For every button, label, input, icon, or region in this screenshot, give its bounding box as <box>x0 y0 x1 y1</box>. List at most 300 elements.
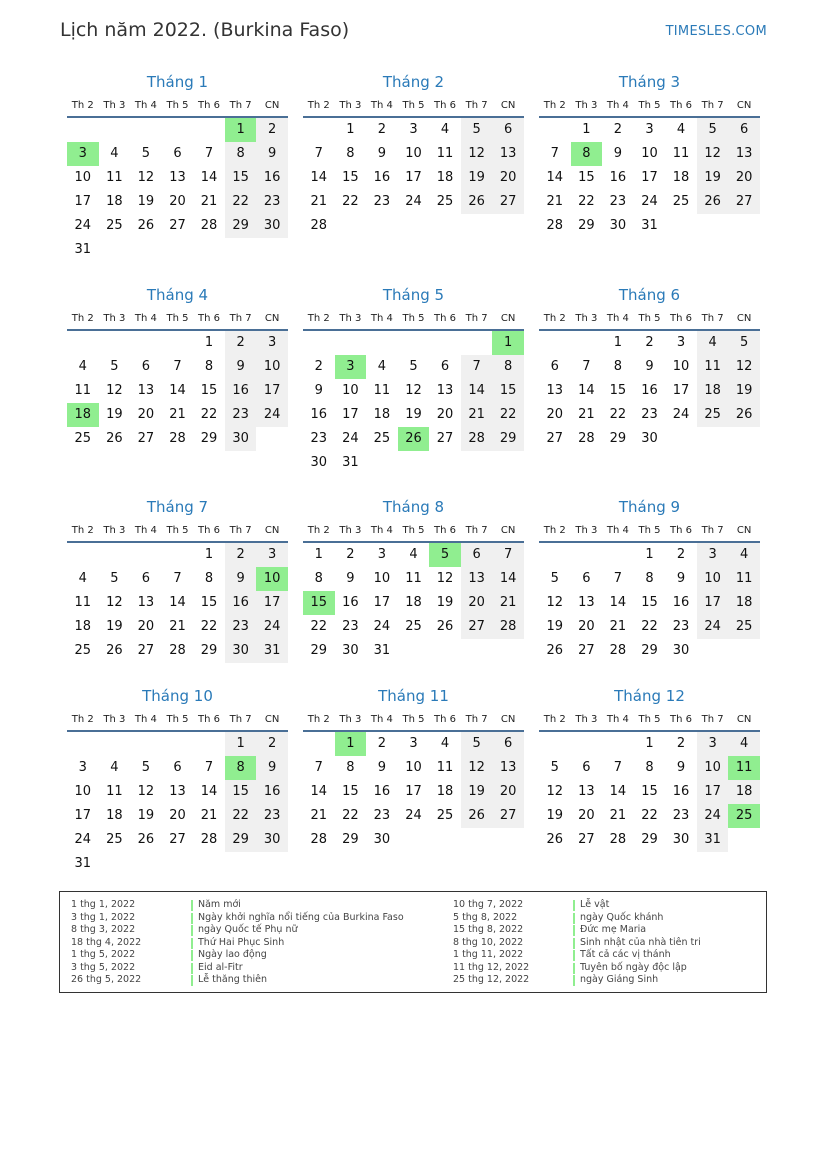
weekday-header <box>67 712 288 732</box>
day-cell: 31 <box>74 856 92 871</box>
day-cell: 6 <box>141 571 151 586</box>
day-cell: 14 <box>461 379 493 403</box>
holiday-name: ngày Giáng Sinh <box>580 974 659 985</box>
day-cell: 27 <box>137 431 155 446</box>
month-name: Tháng 3 <box>618 73 681 91</box>
day-cell: 19 <box>461 780 493 804</box>
day-cell: 17 <box>697 780 729 804</box>
holiday-date: 11 thg 12, 2022 <box>453 961 530 973</box>
day-cell: 11 <box>74 383 92 398</box>
day-cell: 11 <box>728 567 760 591</box>
day-cell: 15 <box>492 379 524 403</box>
weekday-label: Th 3 <box>103 100 126 111</box>
day-cell: 21 <box>310 808 328 823</box>
holiday-day: 11 <box>728 756 760 780</box>
day-cell: 23 <box>672 619 690 634</box>
day-grid <box>539 732 760 852</box>
day-cell: 24 <box>373 619 391 634</box>
day-cell: 5 <box>141 760 151 775</box>
day-cell: 8 <box>492 355 524 379</box>
day-cell: 8 <box>346 146 355 161</box>
day-cell: 21 <box>200 808 218 823</box>
weekday-label: Th 7 <box>229 313 252 324</box>
day-cell: 30 <box>641 431 658 446</box>
day-cell: 5 <box>461 732 493 756</box>
weekday-label: Th 3 <box>575 100 598 111</box>
day-cell: 14 <box>578 383 595 398</box>
weekday-label: CN <box>736 313 752 324</box>
empty-cell <box>303 732 335 756</box>
day-cell: 18 <box>697 379 729 403</box>
weekday-label: Th 4 <box>370 313 393 324</box>
weekday-header <box>539 311 760 331</box>
day-cell: 25 <box>405 619 422 634</box>
holiday-name: Ngày lao động <box>198 949 267 960</box>
day-cell: 28 <box>578 431 595 446</box>
month-calendar <box>67 686 288 876</box>
legend-item <box>453 912 701 925</box>
day-cell: 18 <box>106 808 123 823</box>
weekday-label: CN <box>500 714 516 725</box>
day-cell: 6 <box>492 118 524 142</box>
day-cell: 2 <box>676 736 686 751</box>
day-cell: 9 <box>314 383 323 398</box>
day-grid <box>67 331 288 451</box>
weekday-label: Th 4 <box>370 525 393 536</box>
day-cell: 29 <box>200 643 218 658</box>
day-cell: 20 <box>137 407 155 422</box>
day-cell: 25 <box>74 431 92 446</box>
day-cell: 29 <box>492 427 524 451</box>
day-cell: 1 <box>314 547 323 562</box>
day-cell: 27 <box>461 615 493 639</box>
day-cell: 9 <box>377 760 387 775</box>
empty-cell <box>193 732 225 756</box>
site-link[interactable]: TIMESLES.COM <box>665 24 767 39</box>
legend-item <box>71 962 404 975</box>
empty-cell <box>193 118 225 142</box>
weekday-label: Th 7 <box>229 714 252 725</box>
day-cell: 7 <box>550 146 559 161</box>
day-cell: 1 <box>645 547 654 562</box>
day-cell: 29 <box>225 214 257 238</box>
day-cell: 12 <box>461 756 493 780</box>
day-cell: 28 <box>492 615 524 639</box>
month-name: Tháng 8 <box>382 498 445 516</box>
weekday-label: Th 3 <box>339 100 362 111</box>
day-cell: 10 <box>672 359 690 374</box>
legend-item <box>453 924 701 937</box>
legend-item <box>453 937 701 950</box>
day-cell: 21 <box>461 403 493 427</box>
weekday-label: Th 5 <box>166 100 189 111</box>
weekday-label: Th 4 <box>370 714 393 725</box>
day-cell: 21 <box>546 194 564 209</box>
empty-cell <box>130 543 162 567</box>
day-cell: 6 <box>141 359 151 374</box>
day-cell: 18 <box>436 170 454 185</box>
day-cell: 21 <box>578 407 595 422</box>
holiday-date: 3 thg 5, 2022 <box>71 961 136 973</box>
empty-cell <box>571 331 603 355</box>
day-cell: 18 <box>728 780 760 804</box>
day-cell: 14 <box>609 784 627 799</box>
day-cell: 15 <box>200 383 218 398</box>
weekday-label: CN <box>500 100 516 111</box>
day-cell: 17 <box>672 383 690 398</box>
holiday-date: 5 thg 8, 2022 <box>453 911 518 923</box>
holiday-marker <box>573 950 575 961</box>
month-calendar <box>539 72 760 238</box>
day-cell: 1 <box>346 122 355 137</box>
day-cell: 1 <box>204 335 214 350</box>
holiday-day: 1 <box>335 732 367 756</box>
day-cell: 30 <box>342 643 359 658</box>
day-cell: 9 <box>676 760 686 775</box>
day-cell: 23 <box>373 808 391 823</box>
month-calendar <box>67 497 288 663</box>
weekday-label: Th 2 <box>307 100 330 111</box>
day-cell: 2 <box>613 122 623 137</box>
day-cell: 3 <box>409 122 418 137</box>
day-cell: 16 <box>256 166 288 190</box>
day-cell: 26 <box>546 643 564 658</box>
day-cell: 19 <box>546 808 564 823</box>
weekday-label: Th 6 <box>198 313 221 324</box>
holiday-date: 1 thg 5, 2022 <box>71 949 136 960</box>
day-cell: 9 <box>377 146 387 161</box>
holiday-marker <box>573 913 575 924</box>
day-cell: 20 <box>728 166 760 190</box>
empty-cell <box>571 732 603 756</box>
day-cell: 31 <box>342 455 359 470</box>
day-cell: 31 <box>641 218 658 233</box>
month-calendar <box>67 72 288 262</box>
day-cell: 22 <box>641 619 658 634</box>
month-name: Tháng 5 <box>382 286 445 304</box>
empty-cell <box>571 543 603 567</box>
holiday-date: 3 thg 1, 2022 <box>71 911 136 923</box>
empty-cell <box>67 118 99 142</box>
weekday-header <box>67 523 288 543</box>
day-cell: 20 <box>137 619 155 634</box>
day-cell: 16 <box>373 784 391 799</box>
day-cell: 25 <box>697 403 729 427</box>
day-cell: 12 <box>697 142 729 166</box>
day-cell: 19 <box>546 619 564 634</box>
day-cell: 19 <box>137 808 155 823</box>
weekday-label: Th 2 <box>71 100 94 111</box>
day-cell: 10 <box>342 383 359 398</box>
weekday-label: CN <box>500 525 516 536</box>
weekday-label: CN <box>736 525 752 536</box>
day-cell: 22 <box>200 619 218 634</box>
day-grid <box>303 118 524 238</box>
weekday-label: Th 3 <box>103 313 126 324</box>
day-cell: 28 <box>200 832 218 847</box>
day-cell: 29 <box>342 832 359 847</box>
day-cell: 9 <box>225 355 257 379</box>
holiday-day: 3 <box>67 142 99 166</box>
day-cell: 4 <box>78 571 87 586</box>
weekday-label: Th 3 <box>103 525 126 536</box>
day-cell: 30 <box>672 832 690 847</box>
weekday-label: Th 7 <box>229 100 252 111</box>
day-cell: 21 <box>310 194 328 209</box>
day-cell: 15 <box>641 784 658 799</box>
day-cell: 2 <box>676 547 686 562</box>
empty-cell <box>162 331 194 355</box>
holiday-day: 1 <box>492 331 524 355</box>
day-cell: 20 <box>169 808 186 823</box>
day-cell: 8 <box>346 760 355 775</box>
day-cell: 12 <box>728 355 760 379</box>
holiday-name: Năm mới <box>198 899 241 910</box>
day-cell: 1 <box>582 122 591 137</box>
weekday-label: Th 7 <box>701 525 724 536</box>
weekday-label: Th 3 <box>575 714 598 725</box>
day-cell: 15 <box>225 166 257 190</box>
day-cell: 9 <box>256 756 288 780</box>
day-cell: 27 <box>728 190 760 214</box>
day-cell: 5 <box>141 146 151 161</box>
holiday-day: 25 <box>728 804 760 828</box>
holiday-day: 18 <box>67 403 99 427</box>
day-grid <box>67 543 288 663</box>
holiday-name: Đức mẹ Maria <box>580 924 647 935</box>
day-cell: 15 <box>578 170 595 185</box>
day-cell: 14 <box>200 784 218 799</box>
holiday-marker <box>191 925 193 936</box>
day-cell: 26 <box>697 190 729 214</box>
empty-cell <box>303 331 335 355</box>
day-cell: 7 <box>492 543 524 567</box>
day-cell: 12 <box>106 595 123 610</box>
day-cell: 4 <box>409 547 418 562</box>
day-cell: 17 <box>342 407 359 422</box>
day-cell: 1 <box>225 732 257 756</box>
day-cell: 25 <box>373 431 391 446</box>
day-cell: 14 <box>310 170 328 185</box>
legend-item <box>71 937 404 950</box>
day-cell: 18 <box>106 194 123 209</box>
weekday-label: Th 6 <box>670 100 693 111</box>
day-cell: 6 <box>492 732 524 756</box>
day-cell: 30 <box>373 832 391 847</box>
day-cell: 26 <box>461 190 493 214</box>
day-cell: 16 <box>225 379 257 403</box>
day-grid <box>303 732 524 852</box>
empty-cell <box>335 331 367 355</box>
empty-cell <box>67 543 99 567</box>
holiday-date: 1 thg 1, 2022 <box>71 899 136 910</box>
day-cell: 18 <box>436 784 454 799</box>
month-name: Tháng 9 <box>618 498 681 516</box>
day-cell: 10 <box>74 784 92 799</box>
month-calendar <box>303 686 524 852</box>
day-cell: 23 <box>641 407 658 422</box>
day-cell: 21 <box>609 619 627 634</box>
empty-cell <box>602 732 634 756</box>
day-cell: 2 <box>377 122 387 137</box>
day-cell: 16 <box>373 170 391 185</box>
day-cell: 17 <box>405 170 422 185</box>
weekday-label: Th 7 <box>701 100 724 111</box>
day-cell: 28 <box>546 218 564 233</box>
day-cell: 29 <box>200 431 218 446</box>
holiday-date: 15 thg 8, 2022 <box>453 924 524 935</box>
day-cell: 3 <box>697 543 729 567</box>
weekday-header <box>67 311 288 331</box>
day-cell: 15 <box>342 784 359 799</box>
day-cell: 27 <box>492 804 524 828</box>
day-cell: 22 <box>641 808 658 823</box>
weekday-label: CN <box>264 525 280 536</box>
weekday-label: CN <box>264 100 280 111</box>
day-cell: 23 <box>225 403 257 427</box>
empty-cell <box>429 331 461 355</box>
empty-cell <box>162 543 194 567</box>
empty-cell <box>366 331 398 355</box>
holiday-name: Tất cả các vị thánh <box>580 949 671 960</box>
day-cell: 27 <box>546 431 564 446</box>
empty-cell <box>67 732 99 756</box>
day-cell: 18 <box>672 170 690 185</box>
day-cell: 17 <box>74 194 92 209</box>
empty-cell <box>602 543 634 567</box>
day-cell: 22 <box>609 407 627 422</box>
holiday-legend <box>59 891 767 993</box>
weekday-label: Th 6 <box>198 100 221 111</box>
day-cell: 4 <box>377 359 387 374</box>
holiday-date: 25 thg 12, 2022 <box>453 974 530 985</box>
day-cell: 4 <box>78 359 87 374</box>
day-cell: 22 <box>578 194 595 209</box>
day-cell: 6 <box>440 359 450 374</box>
day-cell: 22 <box>310 619 328 634</box>
day-cell: 8 <box>613 359 623 374</box>
day-cell: 20 <box>436 407 454 422</box>
day-cell: 3 <box>409 736 418 751</box>
day-cell: 23 <box>225 615 257 639</box>
day-cell: 19 <box>697 166 729 190</box>
day-cell: 28 <box>609 832 627 847</box>
weekday-header <box>539 523 760 543</box>
day-cell: 3 <box>78 760 87 775</box>
weekday-label: Th 2 <box>307 714 330 725</box>
weekday-label: Th 3 <box>575 313 598 324</box>
day-cell: 29 <box>225 828 257 852</box>
holiday-marker <box>191 950 193 961</box>
weekday-label: Th 6 <box>670 313 693 324</box>
month-name: Tháng 12 <box>614 687 685 705</box>
weekday-header <box>539 712 760 732</box>
day-cell: 3 <box>697 732 729 756</box>
day-cell: 20 <box>578 808 595 823</box>
day-cell: 12 <box>546 595 564 610</box>
weekday-label: Th 4 <box>134 313 157 324</box>
day-cell: 24 <box>342 431 359 446</box>
day-cell: 24 <box>256 615 288 639</box>
day-cell: 13 <box>169 170 186 185</box>
weekday-label: Th 2 <box>543 714 566 725</box>
day-cell: 23 <box>373 194 391 209</box>
weekday-header <box>303 712 524 732</box>
month-calendar <box>67 285 288 451</box>
day-cell: 31 <box>256 639 288 663</box>
day-cell: 28 <box>461 427 493 451</box>
holiday-day: 26 <box>398 427 430 451</box>
day-cell: 31 <box>74 242 92 257</box>
weekday-label: Th 6 <box>434 100 457 111</box>
day-cell: 25 <box>74 643 92 658</box>
weekday-label: Th 6 <box>434 525 457 536</box>
weekday-label: Th 5 <box>638 714 661 725</box>
holiday-name: Thứ Hai Phục Sinh <box>198 936 285 948</box>
day-cell: 22 <box>225 804 257 828</box>
legend-column-left <box>71 899 404 987</box>
day-cell: 19 <box>728 379 760 403</box>
weekday-label: Th 7 <box>465 714 488 725</box>
weekday-label: Th 3 <box>339 313 362 324</box>
weekday-label: CN <box>736 100 752 111</box>
day-cell: 6 <box>173 146 182 161</box>
day-cell: 28 <box>310 832 328 847</box>
weekday-label: Th 7 <box>701 313 724 324</box>
day-cell: 27 <box>169 832 186 847</box>
day-cell: 22 <box>342 808 359 823</box>
day-cell: 12 <box>137 784 155 799</box>
day-cell: 2 <box>314 359 323 374</box>
empty-cell <box>539 543 571 567</box>
day-cell: 26 <box>106 643 123 658</box>
day-cell: 11 <box>697 355 729 379</box>
day-cell: 24 <box>256 403 288 427</box>
day-cell: 13 <box>546 383 564 398</box>
weekday-header <box>303 311 524 331</box>
weekday-label: Th 3 <box>339 525 362 536</box>
day-cell: 13 <box>578 784 595 799</box>
day-cell: 23 <box>256 190 288 214</box>
empty-cell <box>539 331 571 355</box>
legend-column-right <box>453 899 701 987</box>
day-cell: 5 <box>728 331 760 355</box>
day-cell: 19 <box>461 166 493 190</box>
day-cell: 29 <box>641 832 658 847</box>
month-calendar <box>539 686 760 852</box>
weekday-label: Th 4 <box>134 100 157 111</box>
day-cell: 9 <box>225 567 257 591</box>
day-grid <box>67 732 288 876</box>
weekday-header <box>67 98 288 118</box>
empty-cell <box>303 118 335 142</box>
holiday-marker <box>191 938 193 949</box>
day-cell: 21 <box>169 619 186 634</box>
day-cell: 24 <box>641 194 658 209</box>
holiday-name: ngày Quốc tế Phụ nữ <box>198 924 298 935</box>
weekday-header <box>539 98 760 118</box>
day-cell: 25 <box>728 615 760 639</box>
day-cell: 6 <box>582 571 591 586</box>
weekday-label: Th 5 <box>166 313 189 324</box>
weekday-label: Th 3 <box>339 714 362 725</box>
day-cell: 19 <box>436 595 454 610</box>
day-cell: 25 <box>436 808 454 823</box>
day-cell: 26 <box>436 619 454 634</box>
day-cell: 10 <box>405 146 422 161</box>
day-cell: 2 <box>225 331 257 355</box>
day-cell: 28 <box>200 218 218 233</box>
